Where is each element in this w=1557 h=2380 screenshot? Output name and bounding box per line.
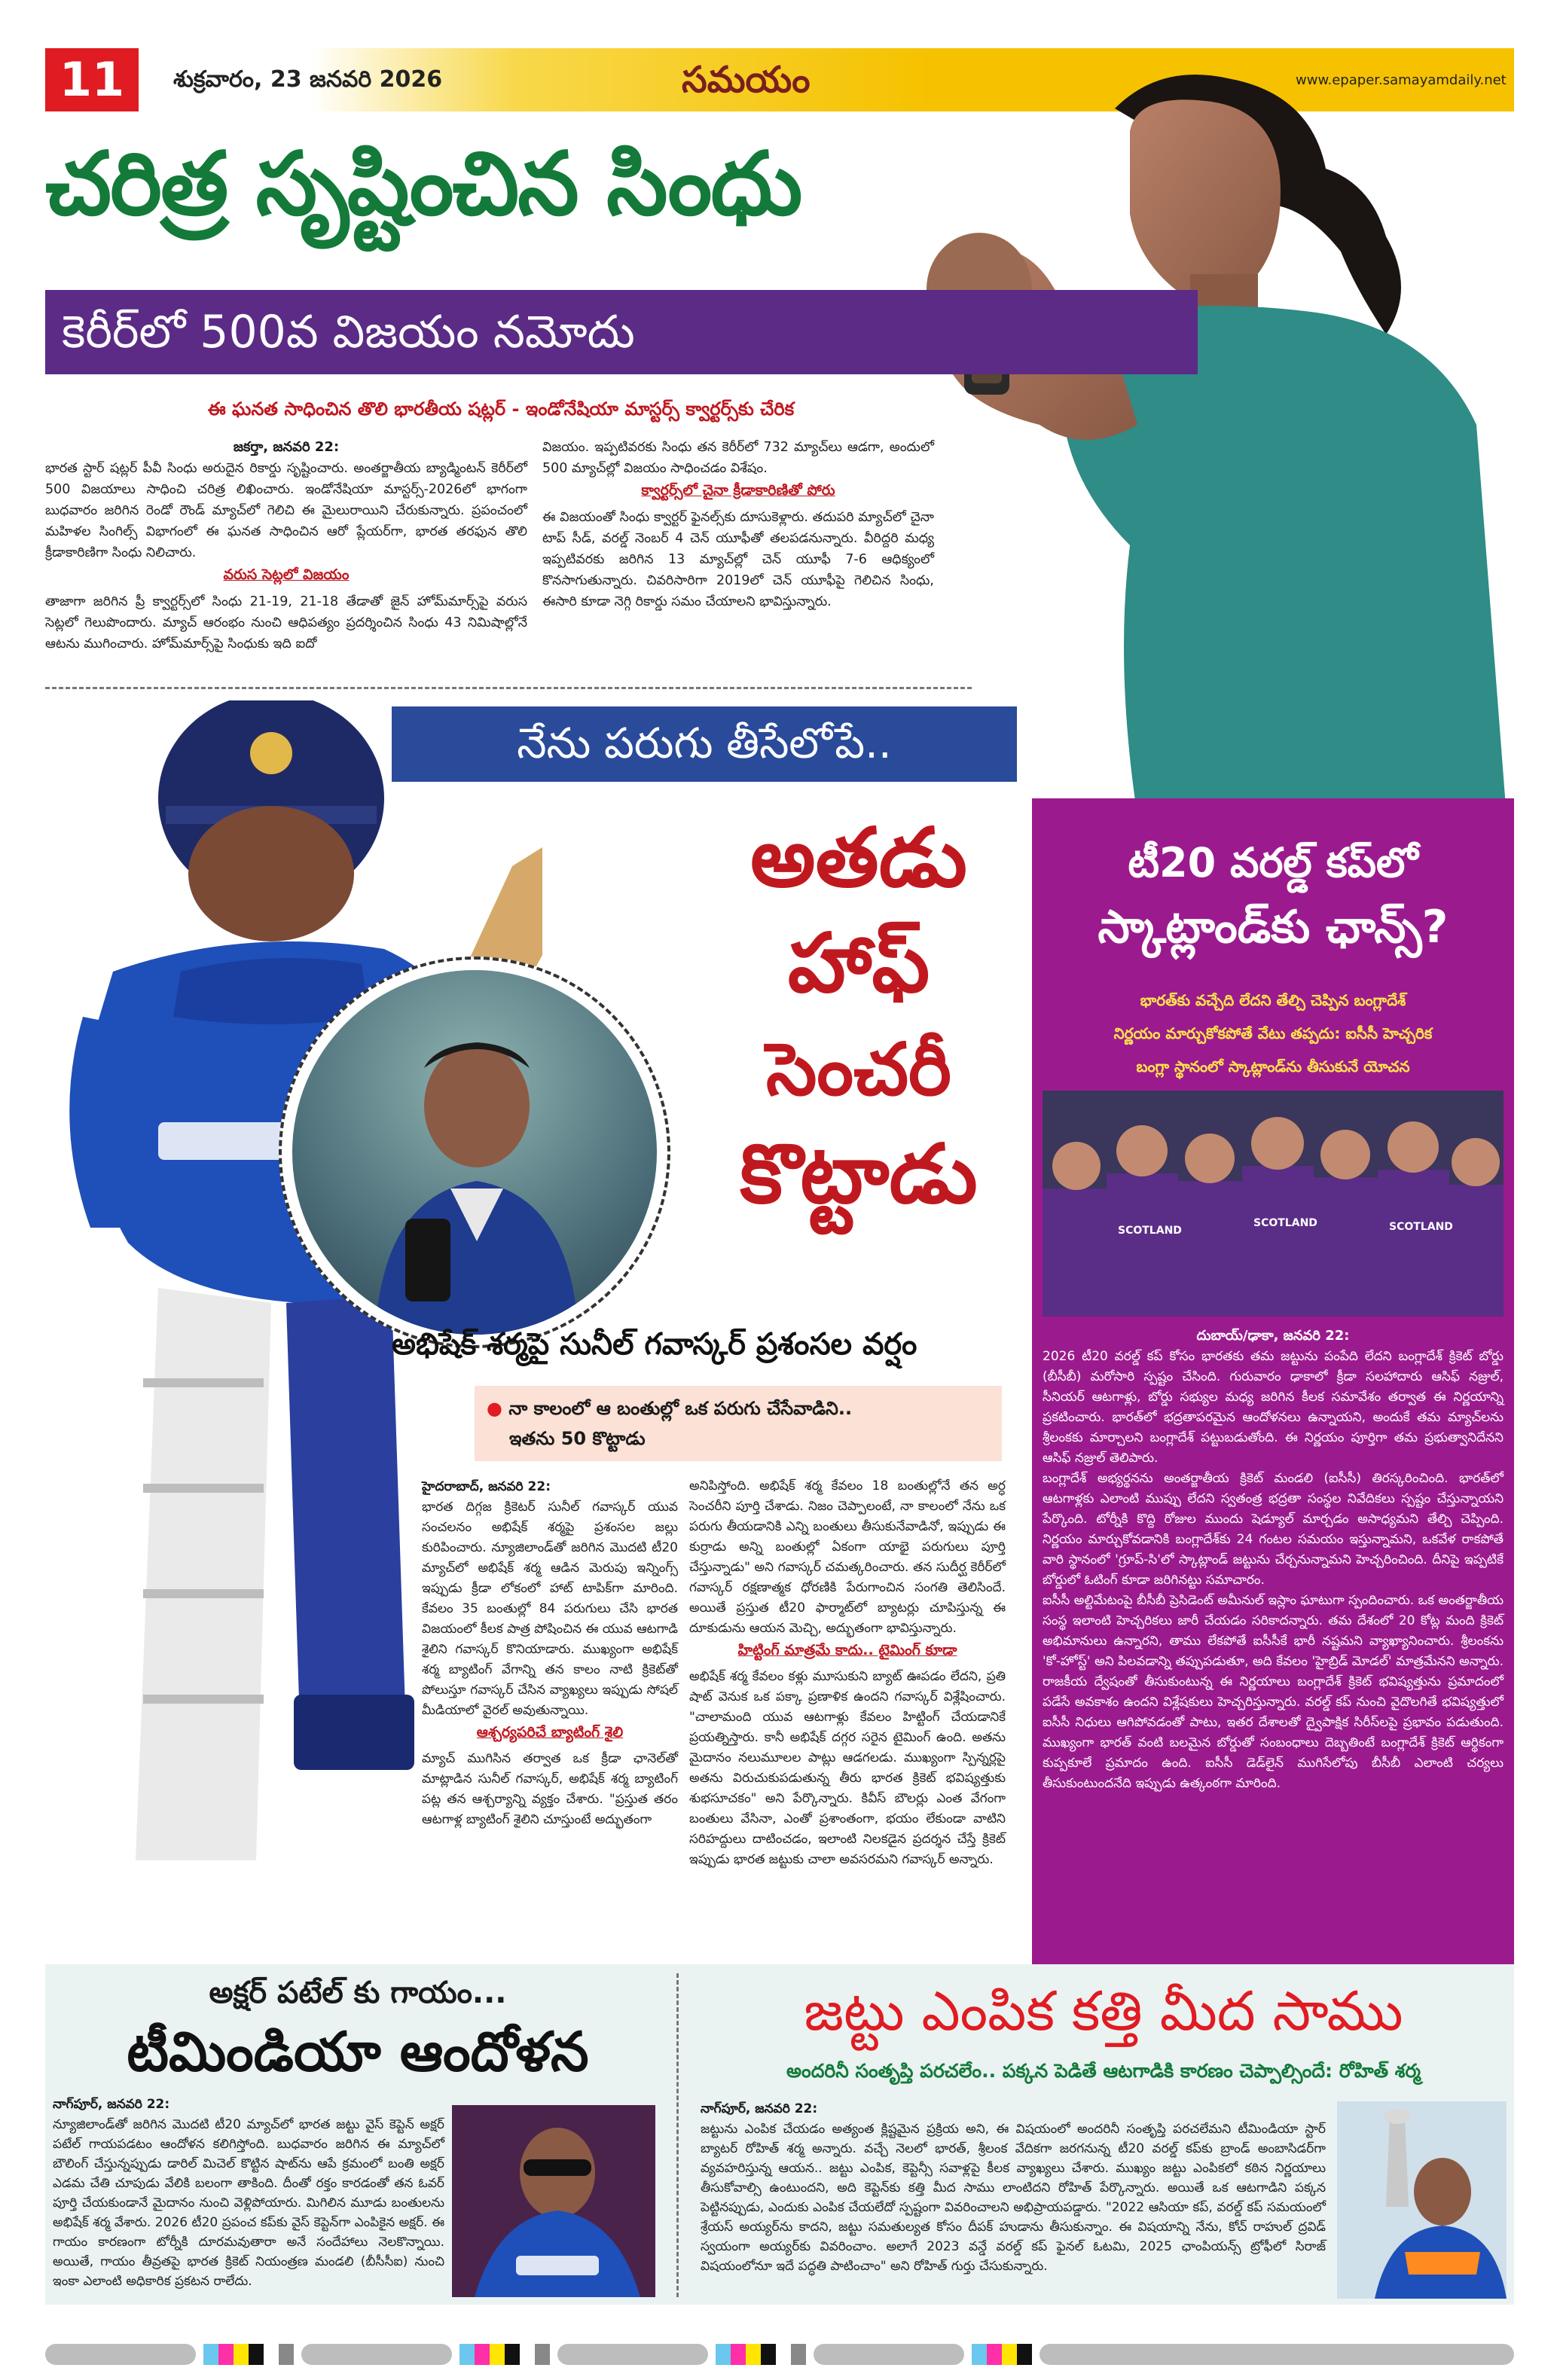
axar-photo — [452, 2105, 655, 2297]
gavaskar-deck: అభిషేక్ శర్మపై సునీల్ గవాస్కర్ ప్రశంసల వర్షం — [392, 1327, 917, 1362]
quote-line-4: కొట్టాడు — [740, 1127, 978, 1222]
gavaskar-portrait — [279, 957, 670, 1348]
gavaskar-col2-paragraph-1: అనిపిస్తోంది. అభిషేక్ శర్మ కేవలం 18 బంతుల్లోనే తన అర్ధ సెంచరీని పూర్తి చేశాడు. నిజం చెప్పాలంటే, నా కాలంలో నేను ఒక పరుగు తీయడానికి ఎన్ని బంతులు తీసుకునేవాడినో, ఇప్పుడు ఈ కుర్రాడు అన్ని బంతుల్లో ఏకంగా యాభై పరుగులు పూర్తి చేస్తున్నాడు" అని గవాస్కర్ చమత్కరించారు. తన సుదీర్ఘ కెరీర్‌లో గవాస్కర్ రక్షణాత్మక ధోరణికి పేరుగాంచిన సంగతి తెలిసిందే. అయితే ప్రస్తుత టీ20 ఫార్మాట్‌లో బ్యాటర్లు చూపిస్తున్న ఈ దూకుడును ఆయన మెచ్చి, అద్భుతంగా భావిస్తున్నారు. — [689, 1478, 1006, 1636]
scotland-paragraph-2: బంగ్లాదేశ్ అభ్యర్థనను అంతర్జాతీయ క్రికెట్ మండలి (ఐసీసీ) తిరస్కరించింది. భారత్‌లో ఆటగాళ్లకు ఎలాంటి ముప్పు లేదని స్వతంత్ర భద్రతా సంస్థల నివేదికలు స్పష్టం చేస్తున్నాయని పేర్కొంది. టోర్నీకి కొద్ది రోజుల ముందు షెడ్యూల్ మార్చడం అసాధ్యమని తేల్చి చెప్పింది. నిర్ణయం మార్చుకోవడానికి బంగ్లాదేశ్‌కు 24 గంటల సమయం ఇస్తున్నామని, ఒకవేళ రాకపోతే వారి స్థానంలో 'గ్రూప్-సి'లో స్కాట్లాండ్ జట్టును చేర్చనున్నామని హెచ్చరించింది. దీనిపై ఇప్పటికే బోర్డులో ఓటింగ్ కూడా జరిగినట్టు సమాచారం. — [1043, 1471, 1504, 1588]
quote-line-1: అతడు — [750, 811, 967, 905]
quote-line-3: సెంచరీ — [766, 1027, 951, 1112]
rohit-trophy-photo — [1337, 2101, 1507, 2299]
page-number-box — [45, 48, 139, 111]
quote-line-2: హాఫ్ — [787, 917, 930, 1011]
axar-dateline: నాగ్‌పూర్, జనవరి 22: — [53, 2097, 170, 2112]
registration-strip — [45, 2344, 1514, 2365]
sindhu-column-1 — [45, 437, 527, 654]
axar-pre-headline: అక్షర్ పటేల్ కు గాయం... — [209, 1976, 507, 2010]
sindhu-kicker: ఈ ఘనత సాధించిన తొలి భారతీయ షట్లర్ - ఇండోనేషియా మాస్టర్స్ క్వార్టర్స్‌కు చేరిక — [207, 398, 795, 420]
scotland-team-photo — [1043, 1091, 1504, 1317]
page-number: 11 — [59, 52, 125, 107]
axar-headline: టీమిండియా ఆందోళన — [127, 2020, 589, 2083]
pullquote-line-1: నా కాలంలో ఆ బంతుల్లో ఒక పరుగు చేసేవాడిని.. — [508, 1398, 853, 1419]
gavaskar-pullquote — [475, 1386, 1002, 1461]
sindhu-banner — [45, 290, 1198, 374]
rohit-subhead: అందరినీ సంతృప్తి పరచలేం.. పక్కన పెడితే ఆటగాడికి కారణం చెప్పాల్సిందే: రోహిత్ శర్మ — [786, 2060, 1421, 2082]
scotland-bullet-3: బంగ్లా స్థానంలో స్కాట్లాండ్‌ను తీసుకునే యోచన — [1136, 1057, 1410, 1076]
section-divider — [45, 687, 972, 689]
scotland-headline-1: టీ20 వరల్డ్ కప్‌లో — [1128, 839, 1418, 886]
sindhu-banner-text: కెరీర్‌లో 500వ విజయం నమోదు — [62, 306, 635, 359]
scotland-paragraph-3: ఐసీసీ అల్టిమేటంపై బీసీబీ ప్రెసిడెంట్ అమీనుల్ ఇస్లాం ఘాటుగా స్పందించారు. ఒక అంతర్జాతీయ సంస్థ ఇలాంటి హెచ్చరికలు జారీ చేయడం సరికాదన్నారు. తమ దేశంలో 20 కోట్ల మంది క్రికెట్ అభిమానులు ఉన్నారని, తాము లేకపోతే ఐసీసీకే భారీ నష్టమని వ్యాఖ్యానించారు. శ్రీలంకను 'కో-హోస్ట్' అని పిలవడాన్ని తప్పుపడుతూ, అది కేవలం 'హైబ్రిడ్ మోడల్' మాత్రమేనని అన్నారు. రాజకీయ ద్వేషంతో తీసుకుంటున్న ఈ నిర్ణయాలు బంగ్లాదేశ్ క్రికెట్ భవిష్యత్తును ప్రమాదంలో పడేసే అవకాశం ఉందని విశ్లేషకులు హెచ్చరిస్తున్నారు. వరల్డ్ కప్ నుంచి వైదొలగితే భవిష్యత్తులో ఐసీసీ నిధులు ఆగిపోవడంతో పాటు, ఇతర దేశాలతో ద్వైపాక్షిక సిరీస్‌లపై ప్రభావం పడుతుంది. ముఖ్యంగా భారత్ వంటి బలమైన బోర్డుతో సంబంధాలు దెబ్బతింటే బంగ్లాదేశ్ క్రికెట్ ఆర్థికంగా కుప్పకూలే ప్రమాదం ఉంది. ఐసీసీ డెడ్‌లైన్ ముగిసేలోపు బీసీబీ ఎలాంటి చర్యలు తీసుకుంటుందనేది ఇప్పుడు ఉత్కంఠగా మారింది. — [1043, 1593, 1504, 1791]
scotland-paragraph-1: 2026 టీ20 వరల్డ్ కప్ కోసం భారతకు తమ జట్టును పంపేది లేదని బంగ్లాదేశ్ క్రికెట్ బోర్డు (బీసీబీ) మరోసారి స్పష్టం చేసింది. గురువారం ఢాకాలో క్రీడా సలహాదారు ఆసిఫ్ నజ్రుల్, సీనియర్ ఆటగాళ్లు, బోర్డు సభ్యుల మధ్య జరిగిన కీలక సమావేశం తర్వాత ఈ నిర్ణయాన్ని ప్రకటించారు. భారత్‌లో భద్రతాపరమైన ఆందోళనలు ఉన్నాయని, అందుకే తమ మ్యాచ్‌లను శ్రీలంకకు మార్చాలని బంగ్లాదేశ్ పట్టుబడుతోంది. ఈ నిర్ణయం పూర్తిగా తమ ప్రభుత్వానిదేనని ఆసిఫ్ నజ్రుల్ తెలిపారు. — [1043, 1349, 1504, 1466]
gavaskar-col1-subhead: ఆశ్చర్యపరిచే బ్యాటింగ్ శైలి — [476, 1724, 624, 1741]
header-date: శుక్రవారం, 23 జనవరి 2026 — [173, 66, 443, 93]
sindhu-col2-paragraph-2: ఈ విజయంతో సింధు క్వార్టర్ ఫైనల్స్‌కు దూసుకెళ్లారు. తదుపరి మ్యాచ్‌లో చైనా టాప్ సీడ్, వరల్డ్ నెంబర్ 4 చెన్ యూఫీతో తలపడనున్నారు. వీరిద్దరి మధ్య ఇప్పటివరకు జరిగిన 13 మ్యాచ్‌ల్లో చెన్ యూఫీ 7-6 ఆధిక్యంలో కొనసాగుతున్నారు. చివరిసారిగా 2019లో చెన్ యూఫీపై గెలిచిన సింధు, ఈసారి కూడా నెగ్గి రికార్డు సమం చేయాలని భావిస్తున్నారు. — [542, 510, 934, 609]
gavaskar-col2-paragraph-2: అభిషేక్ శర్మ కేవలం కళ్లు మూసుకుని బ్యాట్ ఊపడం లేదని, ప్రతి షాట్ వెనుక ఒక పక్కా ప్రణాళిక ఉందని గవాస్కర్ విశ్లేషించారు. "చాలామంది యువ ఆటగాళ్లు కేవలం హిట్టింగ్ చేయడానికే ప్రయత్నిస్తారు. కానీ అభిషేక్ దగ్గర సరైన టైమింగ్ ఉంది. అతను మైదానం నలుమూలల పాట్లు ఆడగలడు. ముఖ్యంగా స్పిన్నర్లపై అతను విరుచుకుపడుతున్న తీరు భారత క్రికెట్ భవిష్యత్తుకు శుభసూచకం" అని పేర్కొన్నారు. కివీస్ బౌలర్లు ఎంత వేగంగా బంతులు వేసినా, ఎంతో ప్రశాంతంగా, భయం లేకుండా వాటిని సరిహద్దులు దాటించడం, ఇలాంటి నిలకడైన ప్రదర్శన చేస్తే క్రికెట్ ఇప్పుడు భారత జట్టుకు చాలా అవసరమని గవాస్కర్ అన్నారు. — [689, 1669, 1006, 1867]
gavaskar-column-1 — [422, 1476, 678, 1830]
gavaskar-col2-subhead: హిట్టింగ్ మాత్రమే కాదు.. టైమింగ్ కూడా — [737, 1642, 957, 1658]
red-bullet-icon: ● — [487, 1398, 502, 1419]
jersey-text-3: SCOTLAND — [1389, 1221, 1453, 1233]
bottom-divider — [676, 1973, 679, 2297]
rohit-dateline: నాగ్‌పూర్, జనవరి 22: — [701, 2101, 818, 2116]
gavaskar-column-2 — [689, 1476, 1006, 1870]
gavaskar-quote — [678, 806, 1040, 1228]
scotland-headline-2: స్కాట్లాండ్‌కు ఛాన్స్? — [1098, 901, 1449, 954]
pullquote-line-2: ఇతను 50 కొట్టాడు — [509, 1428, 646, 1449]
rohit-paragraph: జట్టును ఎంపిక చేయడం అత్యంత క్లిష్టమైన ప్రక్రియ అని, ఈ విషయంలో అందరినీ సంతృప్తి పరచలేమని టీమిండియా స్టార్ బ్యాటర్ రోహిత్ శర్మ అన్నారు. వచ్చే నెలలో భారత్, శ్రీలంక వేదికగా జరగనున్న టీ20 వరల్డ్ కప్‌కు బ్రాండ్ అంబాసిడర్‌గా వ్యవహరిస్తున్న ఆయన.. జట్టు ఎంపిక, కెప్టెన్సీ సవాళ్లపై కీలక వ్యాఖ్యలు చేశారు. ముఖ్యం జట్టు ఎంపికలో కఠిన నిర్ణయాలు తీసుకోవాల్సి ఉంటుందని, అది కెప్టెన్‌కు కత్తి మీద సాము లాంటిదని రోహిత్ పేర్కొన్నారు. అయితే ఒక ఆటగాడిని పక్కన పెట్టినప్పుడు, ఎందుకు ఎంపిక చేయలేదో స్పష్టంగా వివరించాలని అభిప్రాయపడ్డారు. "2022 ఆసియా కప్, వరల్డ్ కప్ సమయంలో శ్రేయస్ అయ్యర్‌ను కాదని, జట్టు సమతుల్యత కోసం దీపక్ హుడాను తీసుకున్నాం. ఈ విషయాన్ని నేను, కోచ్ రాహుల్ ద్రవిడ్ స్వయంగా అయ్యర్‌కు వివరించాం. అలాగే 2023 వన్డే వరల్డ్ కప్ ఫైనల్ ఓటమి, 2025 ఛాంపియన్స్ ట్రోఫీలో సిరాజ్ విషయంలోనూ ఇదే పద్ధతి పాటించాం" అని రోహిత్ గుర్తు చేసుకున్నారు. — [701, 2122, 1326, 2274]
scotland-bullet-1: భారత్‌కు వచ్చేది లేదని తేల్చి చెప్పిన బంగ్లాదేశ్ — [1140, 991, 1406, 1009]
axar-article — [53, 2097, 444, 2291]
website-url: www.epaper.samayamdaily.net — [1296, 72, 1507, 88]
sindhu-col1-subhead: వరుస సెట్లలో విజయం — [223, 566, 350, 583]
sindhu-col2-paragraph-1: విజయం. ఇప్పటివరకు సింధు తన కెరీర్‌లో 732 మ్యాచ్‌లు ఆడగా, అందులో 500 మ్యాచ్‌ల్లో విజయం సాధించడం విశేషం. — [542, 440, 934, 476]
rohit-headline: జట్టు ఎంపిక కత్తి మీద సాము — [804, 1979, 1403, 2043]
gavaskar-col1-paragraph-2: మ్యాచ్ ముగిసిన తర్వాత ఒక క్రీడా ఛానెల్‌తో మాట్లాడిన సునీల్ గవాస్కర్, అభిషేక్ శర్మ బ్యాటింగ్ పట్ల తన ఆశ్చర్యాన్ని వ్యక్తం చేశారు. "ప్రస్తుత తరం ఆటగాళ్ల బ్యాటింగ్ శైలిని చూస్తుంటే అద్భుతంగా — [422, 1751, 678, 1827]
scotland-dateline: దుబాయ్/ఢాకా, జనవరి 22: — [1196, 1328, 1350, 1344]
scotland-bullet-2: నిర్ణయం మార్చుకోకపోతే వేటు తప్పదు: ఐసీసీ హెచ్చరిక — [1113, 1024, 1433, 1042]
gavaskar-dateline: హైదరాబాద్, జనవరి 22: — [422, 1479, 551, 1494]
sindhu-headline: చరిత్ర సృష్టించిన సింధు — [45, 133, 801, 235]
brand-logo: సమయం — [682, 59, 811, 101]
jersey-text-1: SCOTLAND — [1118, 1225, 1182, 1237]
rohit-article — [701, 2101, 1326, 2276]
jersey-text-2: SCOTLAND — [1253, 1217, 1317, 1229]
sindhu-photo — [889, 63, 1514, 816]
sindhu-dateline: జకర్తా, జనవరి 22: — [233, 439, 340, 455]
sindhu-column-2 — [542, 437, 934, 612]
sindhu-col1-paragraph-2: తాజాగా జరిగిన ప్రీ క్వార్టర్స్‌లో సింధు 21-19, 21-18 తేడాతో జైన్ హోమ్‌మార్స్‌పై వరుస సెట్లలో గెలుపొందారు. మ్యాచ్ ఆరంభం నుంచి ఆధిపత్యం ప్రదర్శించిన సింధు 43 నిమిషాల్లోనే ఆటను ముగించారు. హోమ్‌మార్స్‌పై సింధుకు ఇది ఐదో — [45, 594, 527, 651]
axar-paragraph: న్యూజిలాండ్‌తో జరిగిన మొదటి టీ20 మ్యాచ్‌లో భారత జట్టు వైస్ కెప్టెన్ అక్షర్ పటేల్ గాయపడటం ఆందోళన కలిగిస్తోంది. బుధవారం జరిగిన ఈ మ్యాచ్‌లో బౌలింగ్ చేస్తున్నప్పుడు డారిల్ మిచెల్ కొట్టిన షాట్‌ను ఆపే క్రమంలో బంతి అక్షర్ ఎడమ చేతి చూపుడు వేలికి బలంగా తాకింది. దీంతో రక్తం కారడంతో తన ఓవర్ పూర్తి చేయకుండానే మైదానం నుంచి వెళ్లిపోయారు. మిగిలిన మూడు బంతులను అభిషేక్ శర్మ వేశారు. 2026 టీ20 ప్రపంచ కప్‌కు వైస్ కెప్టెన్‌గా ఎంపికైన అక్షర్. ఈ గాయం కారణంగా టోర్నీకి దూరమవుతారా అనే సందేహాలు నెలకొన్నాయి. అయితే, గాయం తీవ్రతపై భారత క్రికెట్ నియంత్రణ మండలి (బీసీసీఐ) నుంచి ఇంకా ఎలాంటి అధికారిక ప్రకటన రాలేదు. — [53, 2117, 444, 2289]
gavaskar-banner-text: నేను పరుగు తీసేలోపే.. — [517, 719, 892, 768]
scotland-article — [1043, 1326, 1504, 1794]
sindhu-col2-subhead: క్వార్టర్స్‌లో చైనా క్రీడాకారిణితో పోరు — [641, 482, 835, 499]
gavaskar-col1-paragraph-1: భారత దిగ్గజ క్రికెటర్ సునీల్ గవాస్కర్ యువ సంచలనం అభిషేక్ శర్మపై ప్రశంసల జల్లు కురిపించారు. న్యూజిలాండ్‌తో జరిగిన మొదటి టీ20 మ్యాచ్‌లో అభిషేక్ శర్మ ఆడిన మెరుపు ఇన్నింగ్స్ ఇప్పుడు క్రీడా లోకంలో హాట్ టాపిక్‌గా మారింది. కేవలం 35 బంతుల్లో 84 పరుగులు చేసి భారత విజయంలో కీలక పాత్ర పోషించిన ఈ యువ ఆటగాడి శైలిని గవాస్కర్ కొనియాడారు. ముఖ్యంగా అభిషేక్ శర్మ బ్యాటింగ్ వేగాన్ని తన కాలం నాటి క్రికెట్‌తో పోలుస్తూ గవాస్కర్ చేసిన వ్యాఖ్యలు ఇప్పుడు సోషల్ మీడియాలో వైరల్ అవుతున్నాయి. — [422, 1500, 678, 1718]
sindhu-col1-paragraph-1: భారత స్టార్ షట్లర్ పీవీ సింధు అరుదైన రికార్డు సృష్టించారు. అంతర్జాతీయ బ్యాడ్మింటన్ కెరీర్‌లో 500 విజయాలు సాధించి చరిత్ర లిఖించారు. ఇండోనేషియా మాస్టర్స్-2026లో భాగంగా బుధవారం జరిగిన రెండో రౌండ్ మ్యాచ్‌లో గెలిచి ఈ మైలురాయిని చేరుకున్నారు. ప్రపంచంలో మహిళల సింగిల్స్ విభాగంలో ఈ ఘనత సాధించిన ఆరో ప్లేయర్‌గా, భారత తరఫున తొలి క్రీడాకారిణిగా సింధు నిలిచారు. — [45, 461, 527, 560]
